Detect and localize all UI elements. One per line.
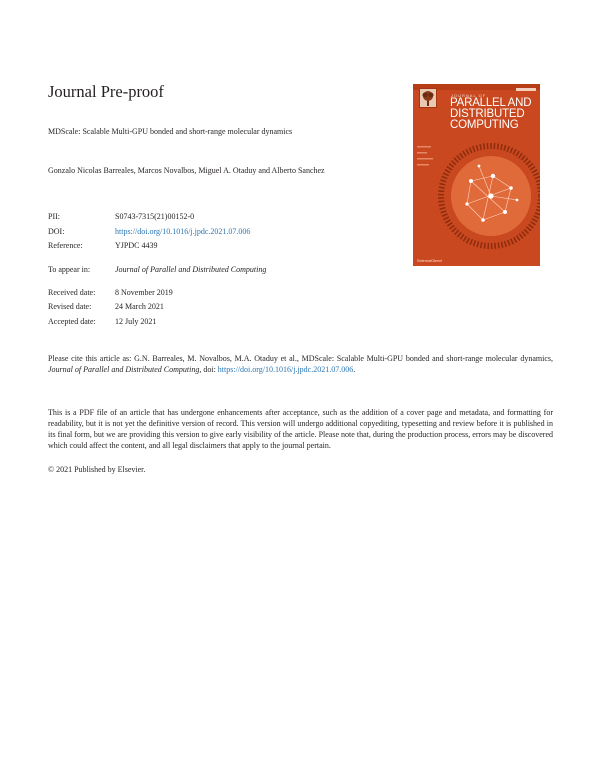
article-title: MDScale: Scalable Multi-GPU bonded and short-range molecular dynamics xyxy=(48,127,293,136)
cover-line-2: DISTRIBUTED xyxy=(450,108,525,120)
meta-appear-value: Journal of Parallel and Distributed Computing xyxy=(115,265,267,274)
citation-paragraph xyxy=(48,353,553,375)
meta-appear-label: To appear in: xyxy=(48,265,91,274)
citation-doi-link[interactable]: https://doi.org/10.1016/j.jpdc.2021.07.006 xyxy=(217,365,354,374)
cover-network-illustration xyxy=(413,136,540,256)
meta-revised-label: Revised date: xyxy=(48,302,92,311)
elsevier-tree-logo-icon xyxy=(419,88,437,108)
meta-doi-link[interactable]: https://doi.org/10.1016/j.jpdc.2021.07.006 xyxy=(115,227,251,236)
cover-footer: ScienceDirect xyxy=(417,258,442,263)
article-authors: Gonzalo Nicolas Barreales, Marcos Novalbos, Miguel A. Otaduy and Alberto Sanchez xyxy=(48,166,325,175)
meta-reference-value: YJPDC 4439 xyxy=(115,241,158,250)
meta-accepted-value: 12 July 2021 xyxy=(115,317,157,326)
meta-revised-value: 24 March 2021 xyxy=(115,302,164,311)
citation-doi-prefix: , doi: xyxy=(199,365,218,374)
meta-doi-label: DOI: xyxy=(48,227,65,236)
citation-suffix: . xyxy=(353,365,356,374)
page-title: Journal Pre-proof xyxy=(48,82,164,101)
meta-reference-label: Reference: xyxy=(48,241,83,250)
meta-received-label: Received date: xyxy=(48,288,96,297)
notice-paragraph: This is a PDF file of an article that has undergone enhancements after acceptance, such as the addition of a cover page and metadata, and formatting for readability, but it is not yet the definitive version of record. This version will undergo additional copyediting, typesetting and review before it is published in its final form, but we are providing this version to give early visibility of the article. Please note that, during the production process, errors may be discovered which could affect the content, and all legal disclaimers that apply to the journal pertain. xyxy=(48,408,553,450)
copyright-line: © 2021 Published by Elsevier. xyxy=(48,465,146,474)
meta-accepted-label: Accepted date: xyxy=(48,317,96,326)
cover-line-1: PARALLEL AND xyxy=(450,97,532,109)
cover-kicker: JOURNAL OF xyxy=(451,93,487,98)
cover-journal-title xyxy=(450,98,538,131)
journal-cover xyxy=(413,84,540,266)
meta-pii-label: PII: xyxy=(48,212,60,221)
meta-pii-value: S0743-7315(21)00152-0 xyxy=(115,212,195,221)
citation-prefix: Please cite this article as: G.N. Barreales, M. Novalbos, M.A. Otaduy et al., MDScale: Scalable Multi-GPU bonded and short-range molecular dynamics, xyxy=(48,354,553,363)
cover-issue-mark xyxy=(516,88,536,91)
citation-journal: Journal of Parallel and Distributed Computing xyxy=(48,365,200,374)
meta-received-value: 8 November 2019 xyxy=(115,288,173,297)
cover-line-3: COMPUTING xyxy=(450,119,519,131)
